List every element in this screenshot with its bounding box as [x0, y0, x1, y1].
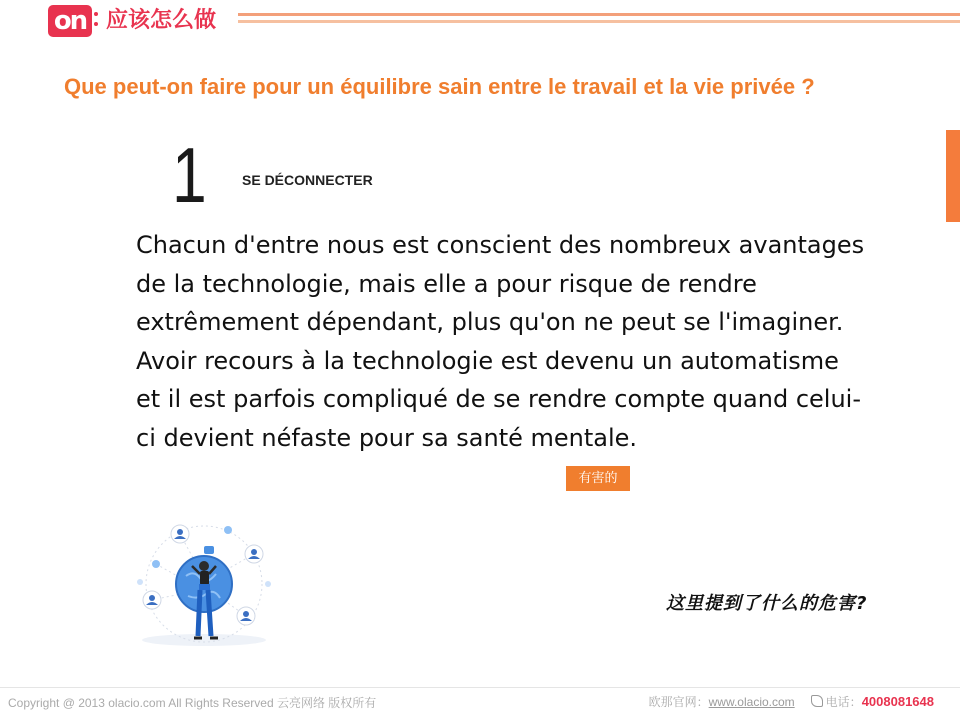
section-label: SE DÉCONNECTER — [242, 172, 373, 188]
illustration-connected-person — [128, 512, 280, 652]
slide-question: Que peut-on faire pour un équilibre sain entre le travail et la vie privée ? — [64, 74, 815, 99]
header — [0, 0, 960, 44]
body-paragraph: Chacun d'entre nous est conscient des nombreux avantages de la technologie, mais elle a pour risque de rendre extrêmement dépendant, plus qu'on ne peut se l'imaginer. Avoir recours à la technologie est devenu un automatisme et il est parfois compliqué de se rendre compte quand celui-ci devient néfaste pour sa santé mentale. — [136, 231, 865, 452]
footer-copyright: Copyright @ 2013 olacio.com All Rights Reserved 云亮网络 版权所有 — [8, 696, 377, 710]
header-stripes — [238, 13, 960, 25]
phone-icon — [811, 695, 823, 707]
site-label: 欧那官网： — [648, 695, 709, 709]
section-number: 1 — [172, 131, 207, 219]
chinese-question: 这里提到了什么的危害? — [666, 593, 868, 614]
footer-divider — [0, 687, 960, 688]
phone-label: 电话： — [825, 695, 862, 709]
footer-contact — [649, 694, 934, 710]
site-link[interactable]: www.olacio.com — [708, 695, 795, 709]
annotation-tag: 有害的 — [566, 466, 630, 491]
logo-icon: on — [48, 5, 92, 37]
logo-dots — [94, 12, 100, 32]
side-tab — [946, 130, 960, 222]
header-title: 应该怎么做 — [106, 8, 217, 33]
phone-number: 4008081648 — [861, 694, 934, 709]
